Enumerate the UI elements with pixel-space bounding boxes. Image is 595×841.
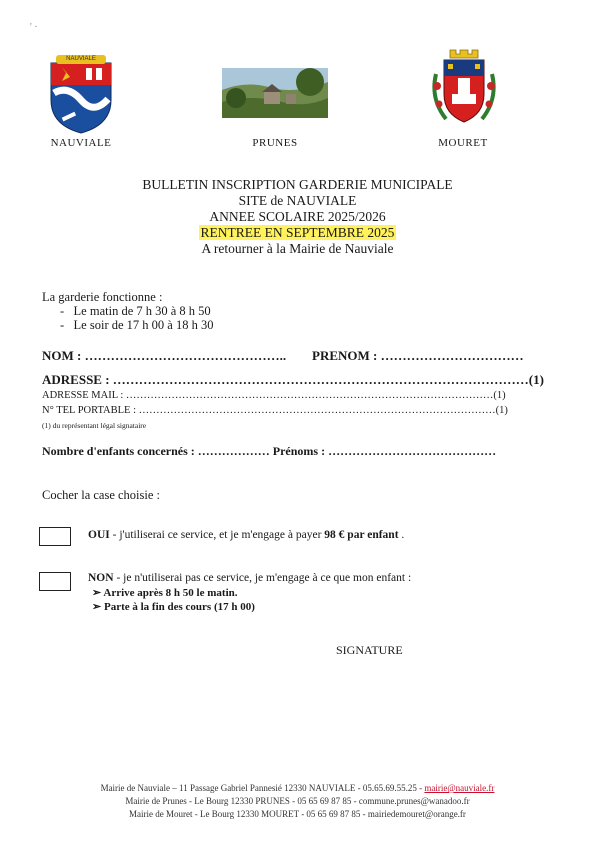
legal-note: (1) du représentant légal signataire: [42, 421, 147, 430]
oui-label: OUI: [88, 529, 110, 541]
signature-label: SIGNATURE: [336, 643, 403, 657]
return-instruction: A retourner à la Mairie de Nauviale: [201, 241, 394, 256]
footer-prunes: Mairie de Prunes - Le Bourg 12330 PRUNES - 05 65 69 87 85 - commune.prunes@wanadoo.fr: [125, 796, 470, 806]
mouret-label: MOURET: [438, 137, 488, 149]
arrow-bullet-icon: ➢: [92, 601, 102, 613]
mouret-crest: [428, 44, 500, 132]
mouret-shield-icon: [428, 44, 500, 132]
oui-option: [88, 529, 404, 541]
prenom-field[interactable]: PRENOM : ……………………………: [312, 348, 524, 363]
nauviale-email-link[interactable]: mairie@nauviale.fr: [424, 783, 495, 793]
non-checkbox[interactable]: [39, 572, 71, 591]
school-year: ANNEE SCOLAIRE 2025/2026: [209, 209, 386, 224]
choose-instruction: Cocher la case choisie :: [42, 488, 161, 502]
village-landscape-icon: [222, 68, 328, 118]
nauviale-label: NAUVIALE: [50, 137, 112, 149]
nauviale-banner: NAUVIALE: [56, 55, 106, 64]
footer-nauviale: Mairie de Nauviale – 11 Passage Gabriel Pannesié 12330 NAUVIALE - 05.65.69.55.25 - mairie@nauviale.fr: [100, 783, 495, 793]
oui-text: - j'utiliserai ce service, et je m'engage à payer: [109, 529, 325, 541]
children-field[interactable]: Nombre d'enfants concernés : ……………… Prénoms : ……………………………………: [42, 444, 497, 458]
oui-price: 98 € par enfant: [324, 529, 399, 541]
non-item-parte: ➢ Parte à la fin des cours (17 h 00): [92, 601, 255, 613]
hours-item-morning: - Le matin de 7 h 30 à 8 h 50: [60, 304, 211, 318]
prunes-label: PRUNES: [252, 137, 298, 149]
adresse-field[interactable]: ADRESSE : ……………………………………………………………………………………(1): [42, 372, 544, 387]
non-label: NON: [88, 572, 114, 584]
bulletin-title: BULLETIN INSCRIPTION GARDERIE MUNICIPALE: [142, 177, 453, 192]
hours-item-evening: - Le soir de 17 h 00 à 18 h 30: [60, 318, 214, 332]
mail-field[interactable]: ADRESSE MAIL : ……………………………………………………………………………………………(1): [42, 390, 506, 401]
oui-end: .: [398, 529, 405, 541]
site-line: SITE de NAUVIALE: [238, 193, 357, 208]
hours-intro: La garderie fonctionne :: [42, 290, 163, 304]
non-item-arrive: ➢ Arrive après 8 h 50 le matin.: [92, 587, 238, 599]
nauviale-shield-icon: [48, 55, 114, 135]
rentree-highlight: RENTREE EN SEPTEMBRE 2025: [200, 225, 395, 240]
rentree-line: [0, 225, 595, 241]
nom-field[interactable]: NOM : ………………………………………..: [42, 348, 287, 363]
footer-mouret: Mairie de Mouret - Le Bourg 12330 MOURET - 05 65 69 87 85 - mairiedemouret@orange.fr: [129, 809, 466, 819]
non-text: - je n'utiliserai pas ce service, je m'engage à ce que mon enfant :: [113, 572, 412, 584]
oui-checkbox[interactable]: [39, 527, 71, 546]
non-option: [88, 572, 411, 584]
scan-mark: ' ·: [30, 22, 38, 33]
prunes-photo: [222, 68, 328, 118]
nauviale-crest: [48, 55, 114, 135]
tel-field[interactable]: N° TEL PORTABLE : …………………………………………………………………………………………(1): [42, 405, 508, 416]
arrow-bullet-icon: ➢: [92, 587, 102, 599]
